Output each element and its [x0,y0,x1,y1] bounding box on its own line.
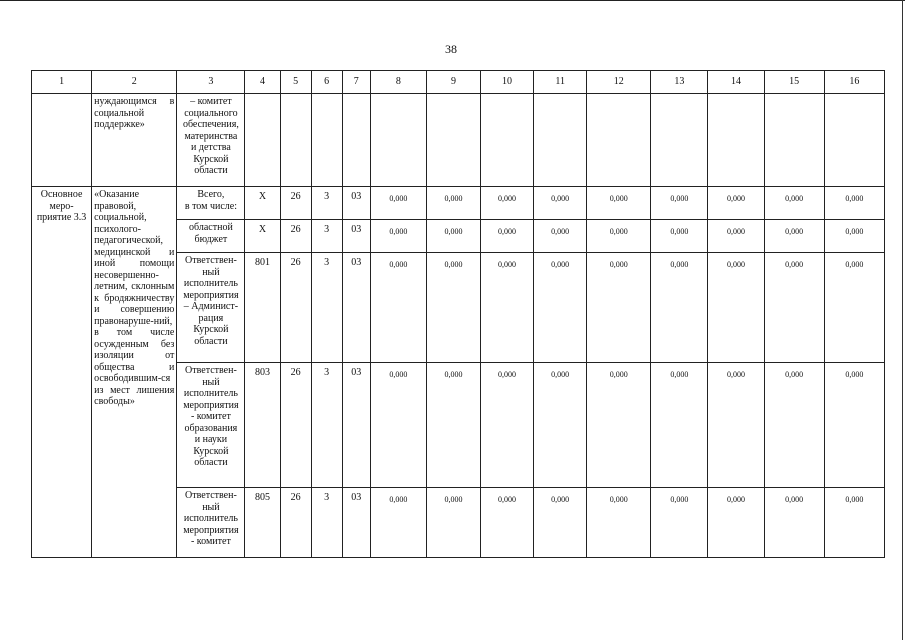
value-cell: 0,000 [587,220,651,253]
value-cell: 0,000 [481,363,534,488]
continuation-executor: – комитет социального обеспечения, материнства и детства Курской области [177,94,245,187]
value-cell: 0,000 [587,488,651,558]
rz-code: 26 [280,187,311,220]
rz-code: 26 [280,220,311,253]
value-cell: 0,000 [481,187,534,220]
header-cell: 5 [280,71,311,94]
header-row [32,71,885,94]
header-cell: 14 [708,71,764,94]
header-cell: 6 [311,71,342,94]
value-cell: 0,000 [824,187,884,220]
value-cell: 0,000 [824,363,884,488]
activity-number: Основное меро- приятие 3.3 [32,187,92,558]
header-cell: 8 [370,71,426,94]
value-cell: 0,000 [370,253,426,363]
value-cell: 0,000 [481,253,534,363]
csr-code: 03 [342,363,370,488]
value-cell: 0,000 [587,363,651,488]
rz-code: 26 [280,488,311,558]
header-cell: 9 [426,71,480,94]
header-cell: 11 [534,71,587,94]
value-cell: 0,000 [764,488,824,558]
value-cell: 0,000 [426,488,480,558]
value-cell: 0,000 [534,253,587,363]
value-cell: 0,000 [651,220,708,253]
value-cell: 0,000 [764,220,824,253]
value-cell: 0,000 [764,253,824,363]
csr-code: 03 [342,488,370,558]
page-number: 38 [445,42,457,56]
header-cell: 10 [481,71,534,94]
csr-code: 03 [342,187,370,220]
rz-code: 26 [280,253,311,363]
value-cell: 0,000 [708,220,764,253]
value-cell: 0,000 [824,220,884,253]
row-label: Всего, в том числе: [177,187,245,220]
value-cell: 0,000 [370,187,426,220]
value-cell: 0,000 [426,220,480,253]
value-cell: 0,000 [708,253,764,363]
value-cell: 0,000 [651,488,708,558]
header-cell: 2 [92,71,177,94]
grbs-code: Х [245,220,280,253]
header-cell: 12 [587,71,651,94]
page-top-edge [0,0,905,1]
pr-code: 3 [311,253,342,363]
header-cell: 16 [824,71,884,94]
value-cell: 0,000 [708,363,764,488]
value-cell: 0,000 [708,488,764,558]
table-row [32,187,885,220]
value-cell: 0,000 [651,187,708,220]
pr-code: 3 [311,187,342,220]
value-cell: 0,000 [534,488,587,558]
header-cell: 13 [651,71,708,94]
value-cell: 0,000 [708,187,764,220]
value-cell: 0,000 [370,220,426,253]
value-cell: 0,000 [370,363,426,488]
row-label: областной бюджет [177,220,245,253]
activity-description: «Оказание правовой, социальной, психолого-педагогической, медицинской и иной помощи несовершенно-летним, склонным к бродяжничеству и совершению правонаруше-ний, в том числе осужденным без изоляции от общества и освободившим-ся из мест лишения свободы» [92,187,177,558]
value-cell: 0,000 [651,363,708,488]
csr-code: 03 [342,253,370,363]
grbs-code: 801 [245,253,280,363]
value-cell: 0,000 [426,363,480,488]
value-cell: 0,000 [370,488,426,558]
grbs-code: Х [245,187,280,220]
csr-code: 03 [342,220,370,253]
continuation-activity-text: нуждающимся в социальной поддержке» [92,94,177,187]
header-cell: 7 [342,71,370,94]
header-cell: 4 [245,71,280,94]
budget-table [31,70,885,558]
page-right-edge [902,0,903,640]
value-cell: 0,000 [534,220,587,253]
continuation-row [32,94,885,187]
value-cell: 0,000 [764,187,824,220]
value-cell: 0,000 [824,488,884,558]
header-cell: 15 [764,71,824,94]
value-cell: 0,000 [426,253,480,363]
value-cell: 0,000 [824,253,884,363]
value-cell: 0,000 [587,253,651,363]
value-cell: 0,000 [481,220,534,253]
header-cell: 3 [177,71,245,94]
row-label: Ответствен- ный исполнитель мероприятия – Админист- рация Курской области [177,253,245,363]
pr-code: 3 [311,488,342,558]
header-cell: 1 [32,71,92,94]
row-label: Ответствен- ный исполнитель мероприятия - комитет образования и науки Курской области [177,363,245,488]
rz-code: 26 [280,363,311,488]
value-cell: 0,000 [651,253,708,363]
grbs-code: 803 [245,363,280,488]
pr-code: 3 [311,363,342,488]
value-cell: 0,000 [534,363,587,488]
value-cell: 0,000 [534,187,587,220]
row-label: Ответствен- ный исполнитель мероприятия - комитет [177,488,245,558]
value-cell: 0,000 [587,187,651,220]
value-cell: 0,000 [426,187,480,220]
value-cell: 0,000 [481,488,534,558]
grbs-code: 805 [245,488,280,558]
value-cell: 0,000 [764,363,824,488]
continuation-col1 [32,94,92,187]
pr-code: 3 [311,220,342,253]
